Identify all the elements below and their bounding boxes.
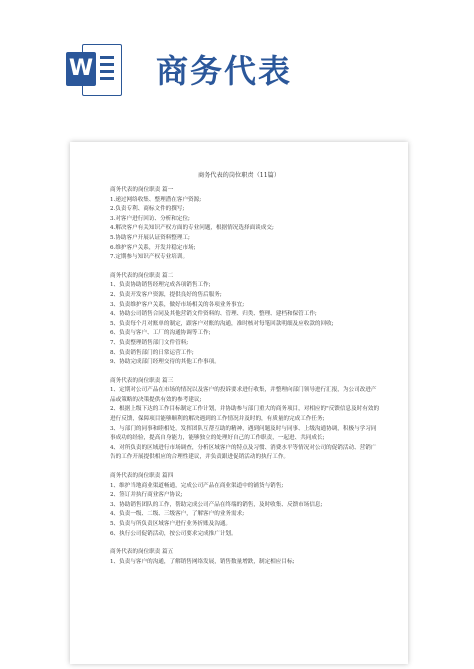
list-item: 4、对所负责的区域进行市场调查，分析区域客户的特点及习惯、消费水平等情况对公司的促销活动、营销广告的工作开展提供相应的合理性建议，并负责跟进促销活动的执行工作。	[110, 444, 377, 461]
list-item: 5.协助客户开展认证资料整理工;	[110, 234, 190, 241]
list-item: 1、定期对公司产品在市场的情况以及客户的投诉要求进行收集，并整理向部门领导进行汇报，为公司改进产品或策略的决策提供有效的参考建议;	[110, 387, 377, 403]
document-content	[110, 186, 382, 567]
document-title: 商务代表的岗位职责（11篇）	[197, 172, 281, 179]
text-line	[100, 63, 114, 66]
list-item: 3、协助销售团队的工作，帮助完成公司产品在终端的销售，及时收集、反馈市场信息;	[110, 501, 323, 508]
section-title: 商务代表的岗位职责 篇五	[110, 549, 174, 556]
list-item: 7、负责整理销售部门文件管料;	[110, 339, 189, 346]
list-item: 1、维护当地商业渠道畅通，完成公司产品在商业渠道中的铺货与销售;	[110, 482, 284, 489]
list-item: 5、负责与所负责区域客户进行业务折账及沟通。	[110, 521, 232, 527]
list-item: 2.负责专利、商标文件的撰写;	[110, 206, 185, 213]
list-item: 2、负责开发客户资源，提供良好的售后服务;	[110, 291, 222, 298]
list-item: 1.递过网络收集、整理潜在客户资源;	[110, 196, 202, 203]
word-badge: W	[66, 52, 96, 86]
list-item: 5、负责每个月对账单的制定，跟客户对账的沟通，准时核对每笔回款明细及应收款的回收;	[110, 320, 334, 327]
list-item: 3、负责维护客户关系，做好市场相关的各项业务事宜;	[110, 301, 245, 308]
list-item: 2、根据上级下达的工作目标制定工作计划，并协助参与部门重大的商务项目，对相应的"反馈信息及时有效的进行反馈，保障项目能够顺利的解决遇到的工作情况并及时的，有质量的完成工作任务;	[110, 406, 380, 423]
word-icon	[66, 40, 120, 98]
section-title: 商务代表的岗位职责 篇四	[110, 473, 174, 480]
list-item: 7.定期参与知识产权专业培训。	[110, 254, 189, 261]
list-item: 4、协助公司销售合同及其他营销文件资料的、管理、归类、整理、建档和保管工作;	[110, 311, 317, 318]
document-page	[70, 142, 408, 664]
list-item: 6、执行公司促销活动，按公司要求完成推广计划。	[110, 530, 237, 537]
text-line	[100, 70, 114, 73]
section-title: 商务代表的岗位职责 篇一	[110, 187, 174, 193]
list-item: 4、负责一级、二级、三级客户，了解客户的业务需求;	[110, 511, 245, 518]
list-item: 2、签订并执行商业客户协议;	[110, 492, 183, 499]
list-item: 6.维护客户关系，开发并稳定市场;	[110, 244, 196, 251]
list-item: 3、与部门的同事和睦相处，发挥团队互帮互助的精神，遇到问题及时与同事、上级沟通协调，积极与学习同事成功的经验，提高自身能力，能够独立的处理好自己的工作职责，一起进、共同成长;	[110, 425, 377, 442]
list-item: 1、负责与客户的沟通，了解销售网络发展，销售数量增跌，制定相应目标;	[110, 558, 295, 565]
header-title: 商务代表	[156, 52, 293, 90]
text-line	[100, 56, 114, 59]
list-item: 3.对客户进行回访、分析和定位;	[110, 215, 190, 222]
list-item: 8、负责销售部门的日常运营工作;	[110, 349, 194, 356]
section-title: 商务代表的岗位职责 篇三	[110, 377, 174, 384]
list-item: 9、协助完成部门经理交待的其他工作事项。	[110, 359, 220, 366]
list-item: 6、负责与客户、工厂的沟通协调等工作;	[110, 330, 211, 337]
list-item: 4.解决客户有关知识产权方面的专业问题，根据情况选择面谈成交;	[110, 225, 274, 232]
page-header	[0, 0, 474, 130]
list-item: 1、负责协助销售经理完成各项销售工作;	[110, 282, 211, 289]
section-title: 商务代表的岗位职责 篇二	[110, 272, 174, 279]
text-line	[100, 77, 114, 80]
